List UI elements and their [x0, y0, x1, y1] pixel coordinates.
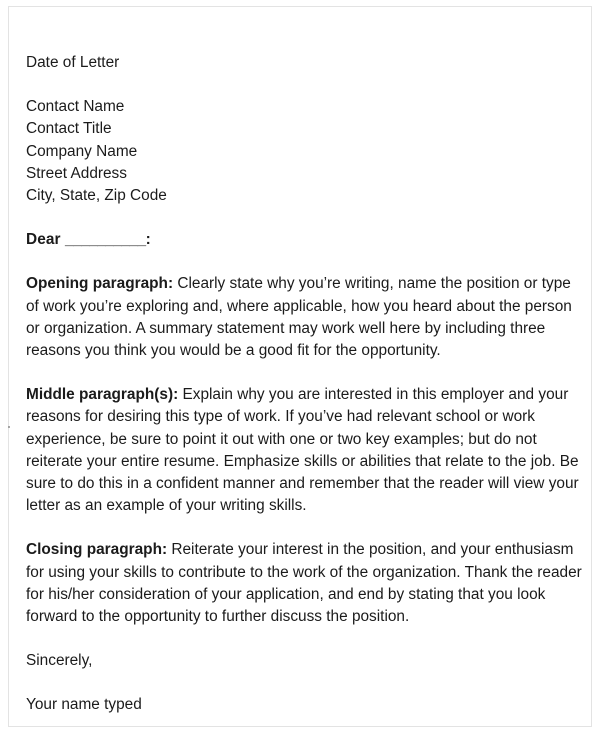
opening-paragraph: [26, 273, 582, 362]
recipient-address-block: [26, 96, 582, 207]
closing-paragraph-label: Closing paragraph:: [26, 541, 168, 559]
spacer: [26, 517, 582, 539]
signature-name-line: Your name typed: [26, 696, 142, 714]
spacer: [26, 672, 582, 694]
spacer: [26, 628, 582, 650]
salutation-greeting: Dear: [26, 231, 61, 249]
date-line: Date of Letter: [26, 54, 120, 71]
salutation-colon: :: [145, 231, 151, 249]
middle-paragraph-text: Explain why you are interested in this employer and your reasons for desiring this type of work. If you’ve had relevant school or work experience, be sure to point it out with one or two key examples; but do not reiterate your entire resume. Emphasize skills or abilities that relate to the job. Be sure to do this in a confident manner and remember that the reader will view your letter as an example of your writing skills.: [26, 386, 579, 515]
opening-paragraph-label: Opening paragraph:: [26, 275, 174, 293]
recipient-company-name: Company Name: [26, 142, 138, 160]
recipient-contact-title: Contact Title: [26, 120, 112, 138]
closing-paragraph-text: Reiterate your interest in the position, and your enthusiasm for using your skills to contribute to the work of the organization. Thank the reader for his/her consideration of your application, and end by stating that you look forward to the opportunity to further discuss the position.: [26, 541, 582, 626]
spacer: [26, 251, 582, 273]
middle-paragraph: [26, 384, 582, 517]
scan-speckle-artifact: [8, 426, 10, 428]
spacer: [26, 362, 582, 384]
spacer: [26, 74, 582, 96]
salutation-line: [26, 229, 582, 251]
spacer: [26, 207, 582, 229]
salutation-blank: __________: [65, 231, 146, 249]
middle-paragraph-label: Middle paragraph(s):: [26, 386, 179, 404]
recipient-street-address: Street Address: [26, 164, 127, 182]
opening-paragraph-text: Clearly state why you’re writing, name the position or type of work you’re exploring and, where applicable, how you heard about the person or organization. A summary statement may work well here by including three reasons you think you would be a good fit for the opportunity.: [26, 275, 572, 360]
closing-paragraph: [26, 539, 582, 628]
recipient-city-state-zip: City, State, Zip Code: [26, 187, 167, 205]
recipient-contact-name: Contact Name: [26, 98, 125, 116]
letter-body: [26, 52, 582, 717]
closing-salutation: Sincerely,: [26, 652, 93, 670]
